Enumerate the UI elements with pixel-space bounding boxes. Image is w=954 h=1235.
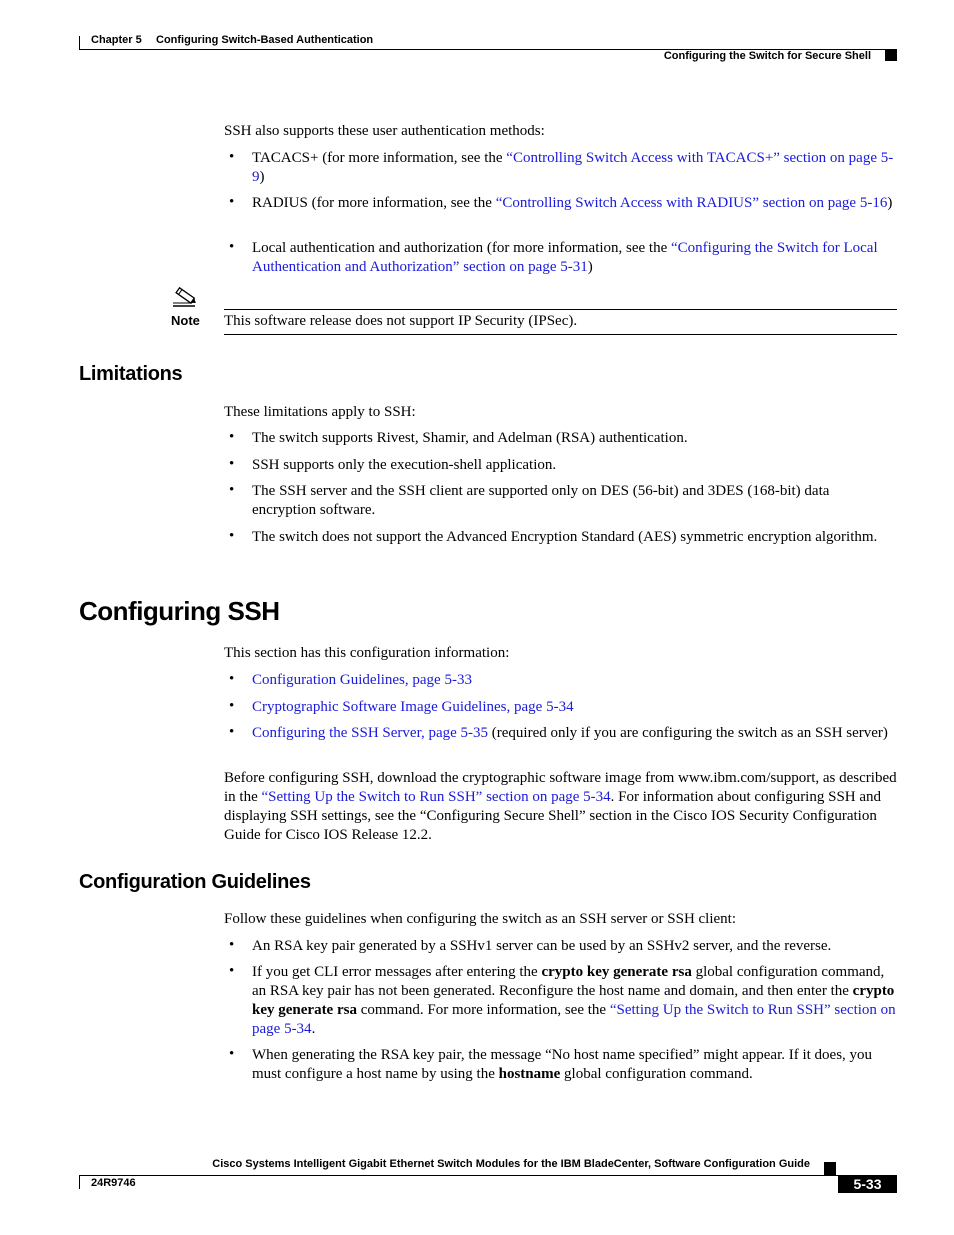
- bullet: •: [229, 937, 235, 953]
- limitations-intro: These limitations apply to SSH:: [224, 404, 416, 420]
- intro-item-tacacs: TACACS+ (for more information, see the “Controlling Switch Access with TACACS+” section on page 5-9): [252, 150, 894, 185]
- link-local-auth[interactable]: “Configuring the Switch for Local Authentication and Authorization” section on page 5-31: [252, 240, 878, 275]
- intro-item-local-auth: Local authentication and authorization (for more information, see the “Configuring the Switch for Local Authentication and Authorization” section on page 5-31): [252, 240, 878, 275]
- note-label: Note: [171, 313, 200, 328]
- note-bottom-rule: [224, 334, 897, 335]
- footer-left-rule: [79, 1175, 80, 1189]
- configuration-guidelines-heading: Configuration Guidelines: [79, 871, 311, 893]
- note-text: This software release does not support IP Security (IPSec).: [224, 313, 578, 329]
- header-section-title: Configuring the Switch for Secure Shell: [663, 50, 871, 62]
- configuring-paragraph: Before configuring SSH, download the cryptographic software image from www.ibm.com/support, as described in the “Setting Up the Switch to Run SSH” section on page 5-34. For information about configuring SSH and displaying SSH settings, see the “Configuring Secure Shell” section in the Cisco IOS Security Configuration Guide for Cisco IOS Release 12.2.: [224, 770, 897, 843]
- bullet: •: [229, 528, 235, 544]
- header-left-rule: [79, 36, 80, 50]
- limitation-item: SSH supports only the execution-shell application.: [252, 457, 557, 473]
- pencil-note-icon: [172, 286, 200, 308]
- footer-doc-number: 24R9746: [91, 1177, 136, 1189]
- config-list-item: [252, 698, 897, 717]
- header-chapter: Chapter 5: [91, 34, 142, 46]
- guideline-item: An RSA key pair generated by a SSHv1 server can be used by an SSHv2 server, and the reverse.: [252, 938, 832, 954]
- configuring-intro: This section has this configuration information:: [224, 645, 510, 661]
- link-crypto-image-guidelines[interactable]: Cryptographic Software Image Guidelines, page 5-34: [252, 699, 574, 715]
- limitation-item: The switch does not support the Advanced Encryption Standard (AES) symmetric encryption algorithm.: [252, 529, 878, 545]
- footer-page-tab: [824, 1162, 836, 1175]
- guideline-item: When generating the RSA key pair, the message “No host name specified” might appear. If it does, you must configure a host name by using the hostname global configuration command.: [252, 1047, 873, 1082]
- bullet: •: [229, 456, 235, 472]
- intro-text: SSH also supports these user authentication methods:: [224, 123, 545, 139]
- bullet: •: [229, 1046, 235, 1062]
- bullet: •: [229, 149, 235, 165]
- configuring-ssh-heading: Configuring SSH: [79, 596, 280, 626]
- link-radius[interactable]: “Controlling Switch Access with RADIUS” section on page 5-16: [495, 195, 888, 211]
- bullet: •: [229, 698, 235, 714]
- bullet: •: [229, 194, 235, 210]
- link-setting-up-switch[interactable]: “Setting Up the Switch to Run SSH” section on page 5-34: [261, 789, 611, 805]
- footer-rule: [79, 1175, 897, 1176]
- bullet: •: [229, 724, 235, 740]
- bullet: •: [229, 671, 235, 687]
- bullet: •: [229, 482, 235, 498]
- link-configuration-guidelines[interactable]: Configuration Guidelines, page 5-33: [252, 672, 472, 688]
- config-list-item: Configuring the SSH Server, page 5-35 (required only if you are configuring the switch as an SSH server): [252, 725, 888, 741]
- footer-title: Cisco Systems Intelligent Gigabit Ethernet Switch Modules for the IBM BladeCenter, Software Configuration Guide: [212, 1158, 810, 1170]
- guideline-item: If you get CLI error messages after entering the crypto key generate rsa global configuration command, an RSA key pair has not been generated. Reconfigure the host name and domain, and then enter the crypto key generate rsa command. For more information, see the “Setting Up the Switch to Run SSH” section on page 5-34.: [252, 964, 896, 1037]
- header-black-tab: [885, 50, 897, 61]
- limitation-item: The switch supports Rivest, Shamir, and Adelman (RSA) authentication.: [252, 430, 688, 446]
- header-chapter-title: Configuring Switch-Based Authentication: [156, 34, 374, 46]
- guidelines-intro: Follow these guidelines when configuring the switch as an SSH server or SSH client:: [224, 911, 737, 927]
- link-configuring-ssh-server[interactable]: Configuring the SSH Server, page 5-35: [252, 725, 489, 741]
- intro-item-radius: RADIUS (for more information, see the “Controlling Switch Access with RADIUS” section on page 5-16): [252, 195, 893, 211]
- bullet: •: [229, 429, 235, 445]
- bullet: •: [229, 239, 235, 255]
- limitation-item: The SSH server and the SSH client are supported only on DES (56-bit) and 3DES (168-bit) data encryption software.: [252, 483, 830, 518]
- footer-page-number: 5-33: [853, 1176, 882, 1192]
- bullet: •: [229, 963, 235, 979]
- link-tacacs[interactable]: “Controlling Switch Access with TACACS+” section on page 5-9: [252, 150, 894, 185]
- config-list-item: [252, 671, 897, 690]
- note-top-rule: [224, 309, 897, 310]
- link-setting-up-switch[interactable]: “Setting Up the Switch to Run SSH” section on page 5-34: [252, 1002, 896, 1037]
- limitations-heading: Limitations: [79, 363, 183, 385]
